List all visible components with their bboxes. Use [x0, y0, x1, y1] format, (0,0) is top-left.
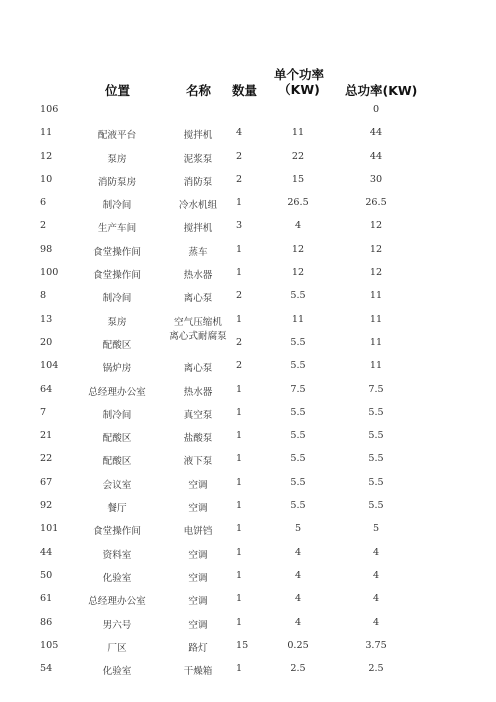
position-cell: 总经理办公室	[88, 386, 146, 398]
position-cell: 食堂操作间	[93, 246, 141, 258]
row-id-cell: 86	[40, 616, 53, 628]
unit-power-cell: 4	[294, 616, 302, 628]
position-cell: 消防泵房	[97, 176, 137, 188]
quantity-cell: 4	[236, 127, 243, 139]
unit-power-cell: 5.5	[290, 290, 306, 302]
quantity-cell: 2	[236, 173, 243, 185]
name-cell: 真空泵	[183, 409, 213, 421]
total-power-cell: 5.5	[368, 453, 384, 465]
row-id-cell: 100	[40, 267, 59, 279]
total-power-cell: 4	[372, 593, 380, 605]
table-row	[0, 519, 496, 542]
quantity-cell: 1	[236, 523, 243, 535]
table-row	[0, 330, 496, 356]
row-id-cell: 67	[40, 476, 53, 488]
total-power-cell: 2.5	[368, 663, 384, 675]
name-cell: 搅拌机	[183, 223, 213, 235]
row-id-cell: 104	[40, 360, 59, 372]
total-power-cell: 11	[369, 290, 383, 302]
name-cell: 离心泵	[183, 293, 213, 305]
quantity-cell: 1	[236, 546, 243, 558]
table-row	[0, 636, 496, 659]
total-power-cell: 5.5	[368, 476, 384, 488]
unit-power-cell: 4	[294, 593, 302, 605]
row-id-cell: 64	[40, 383, 53, 395]
table-row	[0, 170, 496, 193]
row-id-cell: 98	[40, 243, 53, 255]
unit-power-cell: 5.5	[290, 476, 306, 488]
row-id-cell: 22	[40, 453, 53, 465]
position-cell: 男六号	[102, 619, 132, 631]
name-cell: 空气压缩机	[174, 316, 222, 328]
header-unit-power-line2: （KW)	[278, 82, 320, 97]
unit-power-cell: 4	[294, 546, 302, 558]
row-id-cell: 101	[40, 523, 59, 535]
position-cell: 锅炉房	[102, 363, 132, 375]
table-row	[0, 566, 496, 589]
total-power-cell: 5.5	[368, 500, 384, 512]
unit-power-cell: 5.5	[290, 430, 306, 442]
unit-power-cell: 5.5	[290, 453, 306, 465]
quantity-cell: 1	[236, 476, 243, 488]
name-cell: 液下泵	[183, 456, 213, 468]
name-cell: 冷水机组	[178, 200, 218, 212]
unit-power-cell: 5	[294, 523, 302, 535]
name-cell: 泥浆泵	[183, 153, 213, 165]
quantity-cell: 1	[236, 593, 243, 605]
position-cell: 资料室	[102, 549, 132, 561]
row-id-cell: 44	[40, 546, 53, 558]
quantity-cell: 2	[236, 360, 243, 372]
total-power-cell: 4	[372, 616, 380, 628]
table-row	[0, 496, 496, 519]
table-row	[0, 193, 496, 216]
total-power-cell: 7.5	[368, 383, 384, 395]
quantity-cell: 2	[236, 336, 243, 348]
total-power-cell: 5.5	[368, 406, 384, 418]
quantity-cell: 1	[236, 453, 243, 465]
total-power-cell: 30	[369, 173, 383, 185]
table-row	[0, 310, 496, 333]
name-cell: 空调	[188, 619, 208, 631]
name-cell: 离心式耐腐泵	[169, 330, 227, 342]
unit-power-cell: 5.5	[290, 500, 306, 512]
table-row	[0, 380, 496, 403]
table-row	[0, 449, 496, 472]
row-id-cell: 92	[40, 500, 53, 512]
name-cell: 盐酸泵	[183, 433, 213, 445]
name-cell: 空调	[188, 549, 208, 561]
table-row	[0, 543, 496, 566]
total-power-cell: 5	[372, 523, 380, 535]
position-cell: 泵房	[107, 316, 127, 328]
header-total-power: 总功率(KW)	[345, 83, 418, 98]
position-cell: 制冷间	[102, 409, 132, 421]
total-power-cell: 11	[369, 336, 383, 348]
table-row	[0, 286, 496, 309]
name-cell: 路灯	[188, 642, 208, 654]
unit-power-cell: 12	[291, 267, 305, 279]
position-cell: 生产车间	[97, 223, 137, 235]
header-unit-power-line1: 单个功率	[274, 67, 325, 82]
quantity-cell: 2	[236, 150, 243, 162]
position-cell: 配酸区	[102, 456, 132, 468]
row-id-cell: 21	[40, 430, 53, 442]
table-row	[0, 123, 496, 146]
quantity-cell: 1	[236, 569, 243, 581]
quantity-cell: 1	[236, 430, 243, 442]
total-power-cell: 4	[372, 546, 380, 558]
unit-power-cell: 4	[294, 220, 302, 232]
header-quantity: 数量	[232, 83, 258, 98]
total-power-cell: 12	[369, 243, 383, 255]
unit-power-cell: 5.5	[290, 406, 306, 418]
total-power-cell: 44	[369, 127, 383, 139]
row-id-cell: 2	[40, 220, 47, 232]
quantity-cell: 1	[236, 383, 243, 395]
name-cell: 消防泵	[183, 176, 213, 188]
table-row	[0, 589, 496, 612]
table-row	[0, 263, 496, 286]
header-position: 位置	[105, 83, 131, 98]
row-id-cell: 11	[40, 127, 53, 139]
row-id-cell: 10	[40, 173, 53, 185]
row-id-cell: 105	[40, 639, 59, 651]
unit-power-cell: 2.5	[290, 663, 306, 675]
quantity-cell: 1	[236, 663, 243, 675]
quantity-cell: 2	[236, 290, 243, 302]
position-cell: 化验室	[102, 572, 132, 584]
unit-power-cell: 4	[294, 569, 302, 581]
unit-power-cell: 26.5	[287, 197, 309, 209]
position-cell: 配酸区	[102, 433, 132, 445]
quantity-cell: 3	[236, 220, 243, 232]
name-cell: 热水器	[183, 270, 213, 282]
table-row	[0, 403, 496, 426]
quantity-cell: 1	[236, 243, 243, 255]
position-cell: 配酸区	[102, 339, 132, 351]
table-row	[0, 147, 496, 170]
table-body	[0, 100, 496, 682]
total-power-cell: 0	[372, 104, 380, 115]
unit-power-cell: 5.5	[290, 336, 306, 348]
table-row	[0, 473, 496, 496]
total-power-cell: 12	[369, 220, 383, 232]
total-power-cell: 3.75	[365, 639, 387, 651]
table-row	[0, 356, 496, 379]
name-cell: 空调	[188, 503, 208, 515]
quantity-cell: 15	[236, 639, 249, 651]
name-cell: 干燥箱	[183, 666, 213, 678]
quantity-cell: 1	[236, 500, 243, 512]
unit-power-cell: 7.5	[290, 383, 306, 395]
row-id-cell: 13	[40, 313, 53, 325]
position-cell: 化验室	[102, 666, 132, 678]
row-id-cell: 6	[40, 197, 47, 209]
total-power-cell: 12	[369, 267, 383, 279]
table-row	[0, 426, 496, 449]
row-id-cell: 50	[40, 569, 53, 581]
table-row	[0, 613, 496, 636]
row-id-cell: 8	[40, 290, 47, 302]
unit-power-cell: 0.25	[287, 639, 309, 651]
position-cell: 配液平台	[97, 130, 137, 142]
row-id-cell: 20	[40, 336, 53, 348]
unit-power-cell: 5.5	[290, 360, 306, 372]
position-cell: 制冷间	[102, 200, 132, 212]
unit-power-cell: 12	[291, 243, 305, 255]
name-cell: 蒸车	[188, 246, 208, 258]
row-id-cell: 61	[40, 593, 53, 605]
row-id-cell: 12	[40, 150, 53, 162]
total-power-cell: 4	[372, 569, 380, 581]
quantity-cell: 1	[236, 313, 243, 325]
header-unit-power	[274, 67, 324, 97]
position-cell: 泵房	[107, 153, 127, 165]
name-cell: 空调	[188, 572, 208, 584]
total-power-cell: 44	[369, 150, 383, 162]
name-cell: 离心泵	[183, 363, 213, 375]
position-cell: 会议室	[102, 479, 132, 491]
table-row	[0, 240, 496, 263]
name-cell: 空调	[188, 479, 208, 491]
row-id-cell: 106	[40, 104, 59, 115]
unit-power-cell: 15	[291, 173, 305, 185]
position-cell: 总经理办公室	[88, 596, 146, 608]
row-id-cell: 7	[40, 406, 47, 418]
position-cell: 制冷间	[102, 293, 132, 305]
table-row	[0, 216, 496, 239]
unit-power-cell: 11	[291, 313, 305, 325]
unit-power-cell: 11	[291, 127, 305, 139]
position-cell: 厂区	[107, 642, 127, 654]
table-row	[0, 100, 496, 123]
unit-power-cell: 22	[291, 150, 305, 162]
name-cell: 电饼铛	[183, 526, 213, 538]
quantity-cell: 1	[236, 267, 243, 279]
total-power-cell: 26.5	[365, 197, 387, 209]
total-power-cell: 11	[369, 360, 383, 372]
position-cell: 食堂操作间	[93, 270, 141, 282]
header-name: 名称	[186, 83, 212, 98]
total-power-cell: 11	[369, 313, 383, 325]
quantity-cell: 1	[236, 197, 243, 209]
table-row	[0, 659, 496, 682]
quantity-cell: 1	[236, 406, 243, 418]
name-cell: 热水器	[183, 386, 213, 398]
total-power-cell: 5.5	[368, 430, 384, 442]
quantity-cell: 1	[236, 616, 243, 628]
position-cell: 食堂操作间	[93, 526, 141, 538]
name-cell: 搅拌机	[183, 130, 213, 142]
position-cell: 餐厅	[107, 503, 127, 515]
row-id-cell: 54	[40, 663, 53, 675]
name-cell: 空调	[188, 596, 208, 608]
